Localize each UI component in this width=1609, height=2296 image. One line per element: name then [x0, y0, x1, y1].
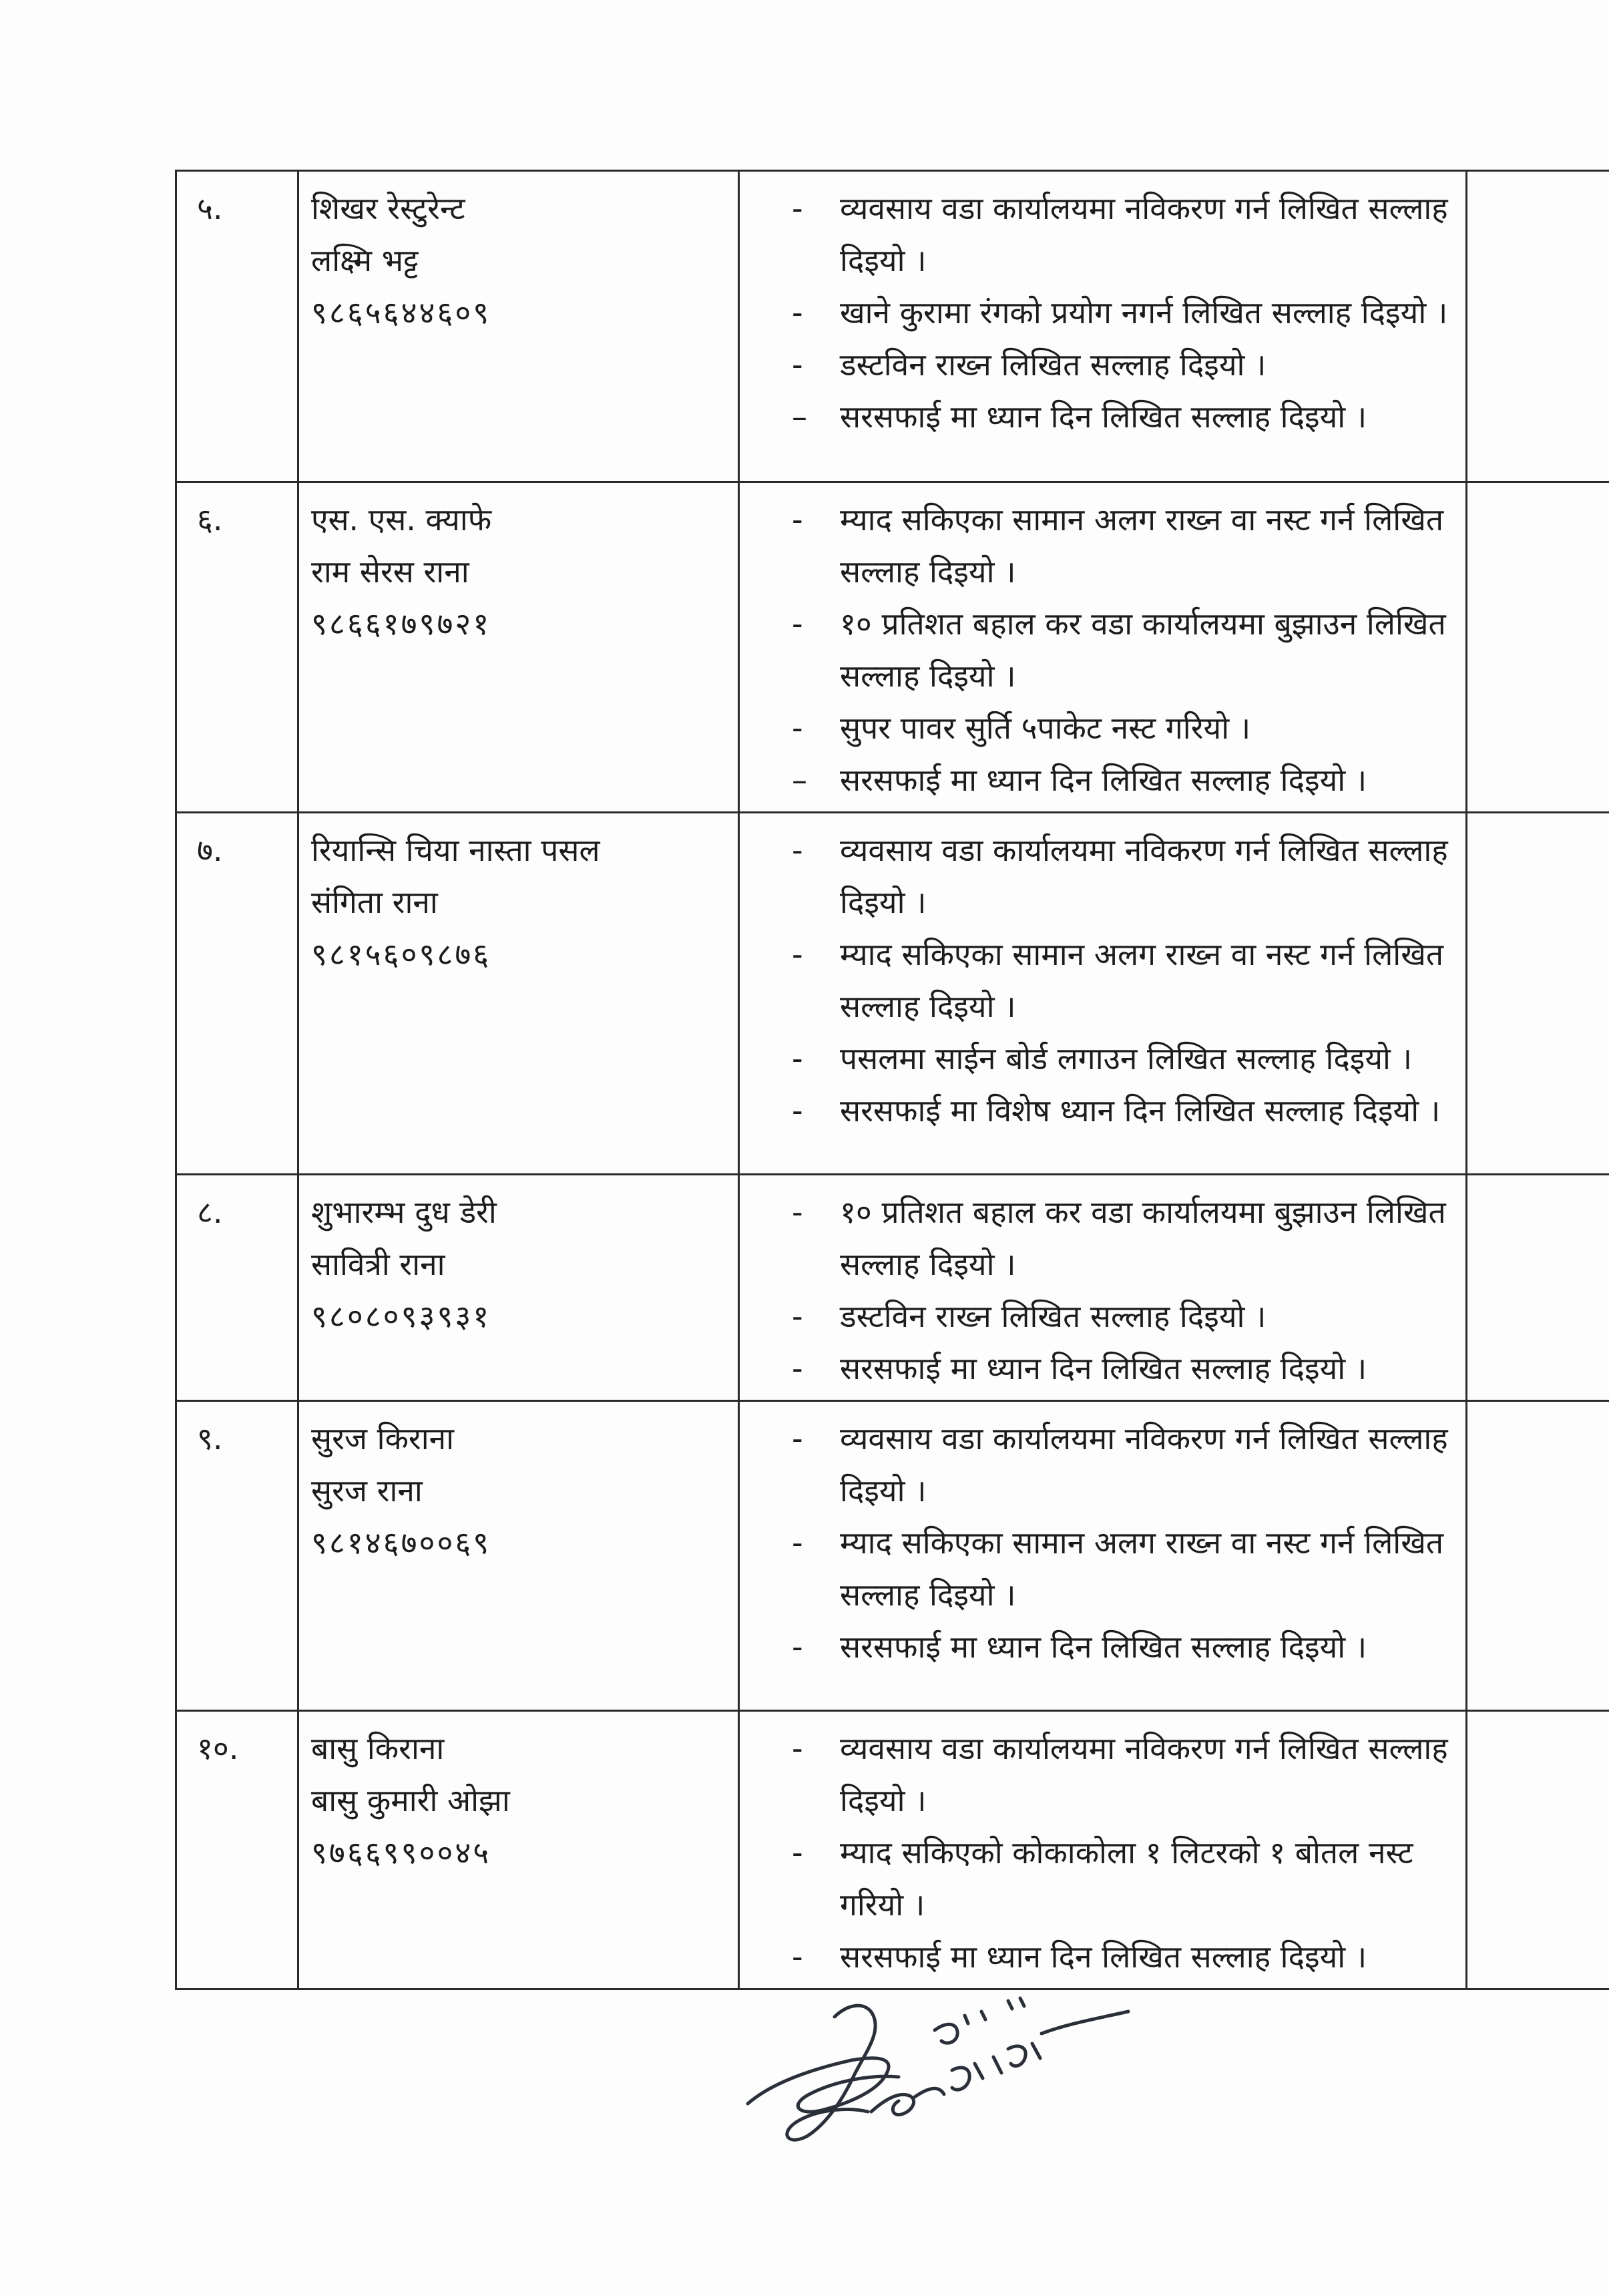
- business-details: [298, 482, 739, 813]
- remark-item: - व्यवसाय वडा कार्यालयमा नविकरण गर्न लिखित सल्लाह दिइयो ।: [792, 1730, 1448, 1819]
- table-row: [176, 1401, 1609, 1711]
- blank-column-cell: [1467, 1401, 1609, 1711]
- remarks-cell: [739, 482, 1467, 813]
- remark-text: म्याद सकिएका सामान अलग राख्न वा नस्ट गर्न लिखित सल्लाह दिइयो ।: [840, 936, 1444, 1024]
- phone-number: ९८६५६४४६०९: [311, 295, 491, 331]
- business-name: रियान्सि चिया नास्ता पसल: [311, 832, 600, 868]
- business-details: [298, 171, 739, 482]
- handwritten-signature: [734, 1937, 1135, 2164]
- business-name: बासु किराना: [311, 1730, 445, 1766]
- remark-item: - खाने कुरामा रंगको प्रयोग नगर्न लिखित सल्लाह दिइयो ।: [792, 295, 1448, 331]
- remarks-list: [740, 1186, 1452, 1394]
- remarks-list: [740, 1412, 1452, 1673]
- blank-column-cell: [1467, 482, 1609, 813]
- remark-text: म्याद सकिएको कोकाकोला १ लिटरको १ बोतल नस्ट गरियो ।: [840, 1835, 1413, 1923]
- serial-number: ६.: [176, 482, 298, 813]
- blank-column-cell: [1467, 1175, 1609, 1401]
- remark-item: - डस्टविन राख्न लिखित सल्लाह दिइयो ।: [792, 347, 1267, 383]
- business-details: [298, 1401, 739, 1711]
- remark-text: सरसफाई मा ध्यान दिन लिखित सल्लाह दिइयो ।: [840, 1939, 1367, 1975]
- remark-text: म्याद सकिएका सामान अलग राख्न वा नस्ट गर्न लिखित सल्लाह दिइयो ।: [840, 502, 1444, 590]
- table-row: [176, 482, 1609, 813]
- remark-item: - म्याद सकिएका सामान अलग राख्न वा नस्ट गर्न लिखित सल्लाह दिइयो ।: [792, 1525, 1444, 1613]
- remark-text: खाने कुरामा रंगको प्रयोग नगर्न लिखित सल्लाह दिइयो ।: [840, 295, 1448, 331]
- table-row: [176, 1175, 1609, 1401]
- phone-number: ९८०८०९३९३१: [311, 1298, 491, 1334]
- phone-number: ९८१५६०९८७६: [311, 936, 491, 972]
- remark-item: - डस्टविन राख्न लिखित सल्लाह दिइयो ।: [792, 1298, 1267, 1334]
- remarks-cell: [739, 1175, 1467, 1401]
- table-row: [176, 813, 1609, 1175]
- remark-item: - १० प्रतिशत बहाल कर वडा कार्यालयमा बुझाउन लिखित सल्लाह दिइयो ।: [792, 1194, 1446, 1282]
- remark-item: - म्याद सकिएको कोकाकोला १ लिटरको १ बोतल नस्ट गरियो ।: [792, 1835, 1413, 1923]
- remark-text: १० प्रतिशत बहाल कर वडा कार्यालयमा बुझाउन लिखित सल्लाह दिइयो ।: [840, 1194, 1446, 1282]
- phone-number: ९८६६१७९७२१: [311, 606, 491, 642]
- owner-name: सुरज राना: [311, 1473, 423, 1509]
- serial-number: ५.: [176, 171, 298, 482]
- remark-item: - पसलमा साईन बोर्ड लगाउन लिखित सल्लाह दिइयो ।: [792, 1040, 1413, 1077]
- blank-column-cell: [1467, 813, 1609, 1175]
- blank-column-cell: [1467, 1711, 1609, 1989]
- remark-item: - व्यवसाय वडा कार्यालयमा नविकरण गर्न लिखित सल्लाह दिइयो ।: [792, 190, 1448, 278]
- remark-text: सरसफाई मा ध्यान दिन लिखित सल्लाह दिइयो ।: [840, 399, 1367, 435]
- remark-text: व्यवसाय वडा कार्यालयमा नविकरण गर्न लिखित सल्लाह दिइयो ।: [840, 1420, 1448, 1509]
- serial-number: ७.: [176, 813, 298, 1175]
- business-name: शिखर रेस्टुरेन्ट: [311, 190, 465, 226]
- remark-item: - म्याद सकिएका सामान अलग राख्न वा नस्ट गर्न लिखित सल्लाह दिइयो ।: [792, 936, 1444, 1024]
- remark-text: सरसफाई मा ध्यान दिन लिखित सल्लाह दिइयो ।: [840, 1629, 1367, 1665]
- remarks-list: [740, 494, 1452, 806]
- inspection-table: [175, 170, 1609, 1990]
- serial-number: ९.: [176, 1401, 298, 1711]
- phone-number: ९८१४६७००६९: [311, 1525, 491, 1561]
- remarks-list: [740, 182, 1452, 443]
- remarks-cell: [739, 1401, 1467, 1711]
- remarks-cell: [739, 813, 1467, 1175]
- business-details: [298, 813, 739, 1175]
- business-details: [298, 1175, 739, 1401]
- remark-text: म्याद सकिएका सामान अलग राख्न वा नस्ट गर्न लिखित सल्लाह दिइयो ।: [840, 1525, 1444, 1613]
- owner-name: बासु कुमारी ओझा: [311, 1782, 510, 1819]
- remark-text: सरसफाई मा ध्यान दिन लिखित सल्लाह दिइयो ।: [840, 762, 1367, 798]
- remarks-cell: [739, 171, 1467, 482]
- remark-item: - सरसफाई मा ध्यान दिन लिखित सल्लाह दिइयो ।: [792, 1350, 1367, 1386]
- remark-text: पसलमा साईन बोर्ड लगाउन लिखित सल्लाह दिइयो ।: [840, 1040, 1413, 1077]
- business-details: [298, 1711, 739, 1989]
- remark-item: - व्यवसाय वडा कार्यालयमा नविकरण गर्न लिखित सल्लाह दिइयो ।: [792, 832, 1448, 920]
- phone-number: ९७६६९९००४५: [311, 1835, 491, 1871]
- inspection-table-body: [176, 171, 1609, 1989]
- remark-item: - व्यवसाय वडा कार्यालयमा नविकरण गर्न लिखित सल्लाह दिइयो ।: [792, 1420, 1448, 1509]
- owner-name: सावित्री राना: [311, 1246, 445, 1282]
- remark-item: – सरसफाई मा ध्यान दिन लिखित सल्लाह दिइयो ।: [792, 762, 1367, 798]
- remark-item: - १० प्रतिशत बहाल कर वडा कार्यालयमा बुझाउन लिखित सल्लाह दिइयो ।: [792, 606, 1446, 694]
- remark-item: – सरसफाई मा ध्यान दिन लिखित सल्लाह दिइयो ।: [792, 399, 1367, 435]
- business-name: शुभारम्भ दुध डेरी: [311, 1194, 497, 1230]
- remark-text: सुपर पावर सुर्ति ५पाकेट नस्ट गरियो ।: [840, 710, 1251, 746]
- remark-item: - सरसफाई मा ध्यान दिन लिखित सल्लाह दिइयो ।: [792, 1629, 1367, 1665]
- business-name: सुरज किराना: [311, 1420, 455, 1457]
- owner-name: राम सेरस राना: [311, 554, 469, 590]
- owner-name: लक्ष्मि भट्ट: [311, 242, 419, 278]
- remark-item: - सरसफाई मा ध्यान दिन लिखित सल्लाह दिइयो ।: [792, 1939, 1367, 1975]
- remark-text: १० प्रतिशत बहाल कर वडा कार्यालयमा बुझाउन लिखित सल्लाह दिइयो ।: [840, 606, 1446, 694]
- remark-item: - सुपर पावर सुर्ति ५पाकेट नस्ट गरियो ।: [792, 710, 1251, 746]
- remark-text: सरसफाई मा विशेष ध्यान दिन लिखित सल्लाह दिइयो ।: [840, 1093, 1441, 1129]
- remark-item: - सरसफाई मा विशेष ध्यान दिन लिखित सल्लाह दिइयो ।: [792, 1093, 1441, 1129]
- remarks-list: [740, 824, 1452, 1137]
- remark-text: व्यवसाय वडा कार्यालयमा नविकरण गर्न लिखित सल्लाह दिइयो ।: [840, 190, 1448, 278]
- remark-text: डस्टविन राख्न लिखित सल्लाह दिइयो ।: [840, 347, 1267, 383]
- remark-text: डस्टविन राख्न लिखित सल्लाह दिइयो ।: [840, 1298, 1267, 1334]
- business-name: एस. एस. क्याफे: [311, 502, 492, 538]
- serial-number: ८.: [176, 1175, 298, 1401]
- remark-text: व्यवसाय वडा कार्यालयमा नविकरण गर्न लिखित सल्लाह दिइयो ।: [840, 1730, 1448, 1819]
- remark-text: सरसफाई मा ध्यान दिन लिखित सल्लाह दिइयो ।: [840, 1350, 1367, 1386]
- remark-item: - म्याद सकिएका सामान अलग राख्न वा नस्ट गर्न लिखित सल्लाह दिइयो ।: [792, 502, 1444, 590]
- remark-text: व्यवसाय वडा कार्यालयमा नविकरण गर्न लिखित सल्लाह दिइयो ।: [840, 832, 1448, 920]
- blank-column-cell: [1467, 171, 1609, 482]
- serial-number: १०.: [176, 1711, 298, 1989]
- table-row: [176, 171, 1609, 482]
- owner-name: संगिता राना: [311, 884, 438, 920]
